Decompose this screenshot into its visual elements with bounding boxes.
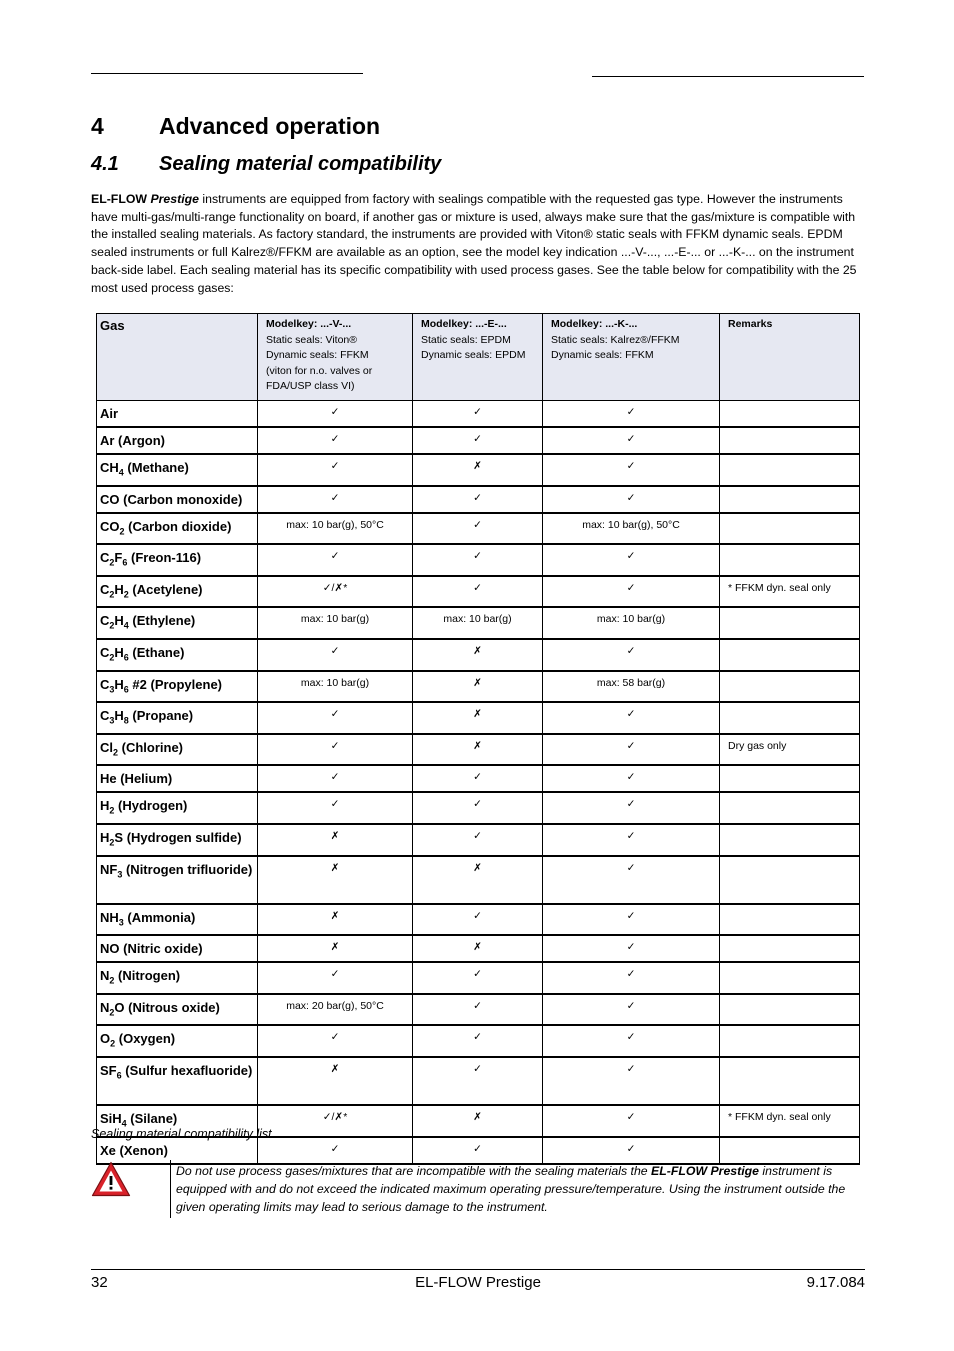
- compat-cell-v: ✗: [258, 1057, 413, 1105]
- gas-subscript: 6: [116, 1070, 122, 1081]
- gas-name-part: O (Nitrous oxide): [114, 999, 220, 1015]
- compat-cell-e: ✓: [413, 904, 543, 936]
- gas-name-part: C: [100, 708, 110, 724]
- compat-cell-e: ✗: [413, 454, 543, 486]
- compat-cell-k: ✓: [543, 994, 720, 1026]
- compat-cell-v: ✓: [258, 792, 413, 824]
- header-line: (viton for n.o. valves or FDA/USP class VI): [266, 364, 373, 392]
- compat-cell-v: ✓: [258, 1137, 413, 1164]
- gas-name-part: H: [114, 644, 124, 660]
- compat-cell-k: ✓: [543, 1105, 720, 1137]
- compat-cell-k: ✓: [543, 1025, 720, 1057]
- table-row: [97, 1057, 860, 1105]
- gas-cell: [97, 962, 258, 994]
- gas-name-part: C: [100, 676, 110, 692]
- compat-cell-k: ✓: [543, 824, 720, 856]
- header-line: Static seals: Kalrez®/FFKM: [551, 333, 680, 346]
- compat-cell-e: ✓: [413, 576, 543, 608]
- header-cell: [543, 314, 720, 401]
- remarks-cell: [720, 401, 860, 428]
- header-line: Dynamic seals: FFKM: [266, 349, 369, 361]
- compat-cell-k: ✓: [543, 935, 720, 962]
- compat-cell-e: ✓: [413, 792, 543, 824]
- compat-cell-v: ✓: [258, 1025, 413, 1057]
- compat-cell-v: ✓/✗*: [258, 1105, 413, 1137]
- compat-cell-e: ✗: [413, 702, 543, 734]
- remarks-cell: [720, 544, 860, 576]
- gas-cell: [97, 856, 258, 904]
- compat-cell-e: ✗: [413, 734, 543, 766]
- header-line: Dynamic seals: FFKM: [551, 349, 654, 361]
- table-row: [97, 734, 860, 766]
- compat-cell-k: ✓: [543, 576, 720, 608]
- gas-name-part: SiH: [100, 1110, 122, 1126]
- gas-name-part: Xe (Xenon): [100, 1142, 168, 1158]
- gas-subscript: 2: [123, 589, 129, 600]
- header-title: Modelkey: ...-E-...: [421, 318, 507, 330]
- compat-cell-v: ✗: [258, 904, 413, 936]
- gas-name-part: H: [114, 676, 124, 692]
- intro-paragraph: [91, 191, 867, 297]
- gas-cell: [97, 935, 258, 962]
- gas-name-part: NO (Nitric oxide): [100, 941, 203, 957]
- gas-name-part: NF: [100, 861, 118, 877]
- compat-cell-e: max: 10 bar(g): [413, 607, 543, 639]
- table-row: [97, 576, 860, 608]
- header-line: Dynamic seals: EPDM: [421, 349, 526, 361]
- table-row: [97, 671, 860, 703]
- table-row: [97, 962, 860, 994]
- gas-cell: [97, 607, 258, 639]
- header-line: Static seals: Viton®: [266, 333, 358, 346]
- gas-name-part: H: [114, 581, 124, 597]
- table-row: [97, 994, 860, 1026]
- table-row: [97, 765, 860, 792]
- gas-cell: [97, 1025, 258, 1057]
- header-rule-right: [592, 76, 864, 77]
- gas-subscript: 2: [119, 526, 125, 537]
- gas-name-part: (Oxygen): [115, 1031, 176, 1047]
- gas-name-part: C: [100, 613, 110, 629]
- gas-cell: [97, 486, 258, 513]
- gas-subscript: 6: [123, 652, 129, 663]
- compat-cell-k: ✓: [543, 856, 720, 904]
- compat-cell-e: ✓: [413, 962, 543, 994]
- table-body: [97, 401, 860, 1164]
- gas-name-part: #2 (Propylene): [128, 676, 223, 692]
- gas-cell: [97, 544, 258, 576]
- gas-cell: [97, 576, 258, 608]
- table-row: [97, 824, 860, 856]
- gas-cell: [97, 671, 258, 703]
- compat-cell-v: ✓: [258, 486, 413, 513]
- gas-name-part: H: [100, 798, 110, 814]
- gas-subscript: 3: [117, 869, 123, 880]
- gas-subscript: 3: [109, 715, 115, 726]
- gas-cell: [97, 702, 258, 734]
- gas-cell: [97, 513, 258, 545]
- gas-subscript: 6: [123, 684, 129, 695]
- gas-name-part: (Nitrogen): [114, 968, 181, 984]
- gas-name-part: (Nitrogen trifluoride): [122, 861, 253, 877]
- warning-text-after: instrument is equipped with and do not exceed the indicated maximum operating pressure/temperature. Using the instrument outside the given operating limits may lead to serious damage to the instrument.: [176, 1164, 846, 1214]
- warning-divider: [170, 1160, 171, 1218]
- compat-cell-e: ✓: [413, 1057, 543, 1105]
- compat-cell-v: ✓: [258, 454, 413, 486]
- table-caption: Sealing material compatibility list: [91, 1127, 272, 1141]
- compat-cell-k: ✓: [543, 639, 720, 671]
- gas-subscript: 2: [109, 1007, 115, 1018]
- remarks-cell: [720, 856, 860, 904]
- gas-subscript: 4: [118, 467, 124, 478]
- footer-rule: [91, 1269, 865, 1270]
- warning-text-before: Do not use process gases/mixtures that are incompatible with the sealing materials the: [176, 1164, 652, 1178]
- gas-name-part: He (Helium): [100, 771, 173, 787]
- remarks-cell: [720, 513, 860, 545]
- remarks-cell: [720, 824, 860, 856]
- header-rule-left: [91, 73, 363, 74]
- chapter-title: Advanced operation: [159, 113, 381, 139]
- header-title: Modelkey: ...-V-...: [266, 318, 352, 330]
- compat-cell-v: max: 10 bar(g): [258, 671, 413, 703]
- compat-cell-v: ✓: [258, 962, 413, 994]
- table-row: [97, 702, 860, 734]
- compat-cell-k: ✓: [543, 486, 720, 513]
- table-row: [97, 513, 860, 545]
- remarks-cell: * FFKM dyn. seal only: [720, 1105, 860, 1137]
- compat-cell-e: ✓: [413, 824, 543, 856]
- gas-cell: [97, 454, 258, 486]
- gas-subscript: 2: [109, 805, 115, 816]
- gas-subscript: 2: [113, 747, 119, 758]
- gas-name-part: (Propane): [128, 708, 194, 724]
- compat-cell-k: ✓: [543, 1137, 720, 1164]
- chapter-number: 4: [91, 113, 104, 139]
- remarks-cell: [720, 1025, 860, 1057]
- gas-name-part: H: [114, 708, 124, 724]
- gas-cell: [97, 904, 258, 936]
- gas-name-part: C: [100, 550, 110, 566]
- gas-name-part: CO: [100, 518, 120, 534]
- section-heading: [91, 153, 441, 176]
- gas-name-part: H: [100, 829, 110, 845]
- gas-subscript: 4: [123, 620, 129, 631]
- compat-cell-e: ✓: [413, 544, 543, 576]
- compat-cell-v: ✓: [258, 427, 413, 454]
- gas-subscript: 2: [109, 652, 115, 663]
- compat-cell-k: max: 10 bar(g), 50°C: [543, 513, 720, 545]
- compat-cell-k: ✓: [543, 765, 720, 792]
- gas-cell: [97, 639, 258, 671]
- header-title: Gas: [100, 318, 125, 333]
- intro-text: instruments are equipped from factory with sealings compatible with the requested gas type. However the instruments have multi-gas/multi-range functionality on board, if another gas or mixture is used, always make sure that the gas/mixture is compatible with the installed sealing materials. As factory standard, the instruments are provided with Viton® static seals with FFKM dynamic seals. EPDM sealed instruments or full Kalrez®/FFKM are available as an option, see the model key indication ...-V-..., ...-E-... or ...-K-... on the instrument back-side label. Each sealing material has its specific compatibility with used process gases. See the table below for compatibility with the 25 most used process gases:: [91, 192, 857, 295]
- gas-name-part: SF: [100, 1062, 117, 1078]
- remarks-cell: [720, 486, 860, 513]
- gas-subscript: 2: [109, 589, 115, 600]
- compat-cell-k: ✓: [543, 702, 720, 734]
- warning-text-bold: EL-FLOW Prestige: [651, 1164, 759, 1178]
- compat-cell-v: max: 10 bar(g), 50°C: [258, 513, 413, 545]
- compat-cell-e: ✓: [413, 486, 543, 513]
- compat-cell-e: ✓: [413, 427, 543, 454]
- gas-name-part: (Sulfur hexafluoride): [121, 1062, 253, 1078]
- footer-product: EL-FLOW Prestige: [415, 1274, 541, 1291]
- table-row: [97, 427, 860, 454]
- compat-cell-e: ✗: [413, 935, 543, 962]
- compat-cell-e: ✓: [413, 1025, 543, 1057]
- remarks-cell: [720, 765, 860, 792]
- table-row: [97, 401, 860, 428]
- gas-subscript: 2: [109, 620, 115, 631]
- compat-cell-k: ✓: [543, 401, 720, 428]
- compat-cell-e: ✓: [413, 1137, 543, 1164]
- gas-name-part: C: [100, 644, 110, 660]
- compat-cell-v: ✗: [258, 856, 413, 904]
- warning-triangle-icon: [91, 1161, 131, 1197]
- gas-name-part: (Ethylene): [128, 613, 196, 629]
- gas-subscript: 3: [118, 917, 124, 928]
- compat-cell-v: max: 10 bar(g): [258, 607, 413, 639]
- header-title: Modelkey: ...-K-...: [551, 318, 638, 330]
- gas-subscript: 8: [123, 715, 129, 726]
- gas-name-part: (Methane): [123, 460, 189, 475]
- gas-subscript: 6: [122, 557, 128, 568]
- compat-cell-v: ✗: [258, 824, 413, 856]
- gas-name-part: N: [100, 999, 110, 1015]
- compat-cell-v: ✓: [258, 401, 413, 428]
- gas-name-part: (Hydrogen): [114, 798, 188, 814]
- table-header: [97, 314, 860, 401]
- compat-cell-k: ✓: [543, 1057, 720, 1105]
- remarks-cell: [720, 607, 860, 639]
- gas-name-part: Cl: [100, 739, 113, 755]
- gas-subscript: 3: [109, 684, 115, 695]
- gas-name-part: (Freon-116): [127, 550, 202, 566]
- compat-cell-e: ✓: [413, 994, 543, 1026]
- table-row: [97, 607, 860, 639]
- gas-cell: [97, 1057, 258, 1105]
- gas-name-part: NH: [100, 909, 119, 925]
- remarks-cell: [720, 994, 860, 1026]
- table-row: [97, 639, 860, 671]
- gas-name-part: C: [100, 581, 110, 597]
- compat-cell-e: ✗: [413, 671, 543, 703]
- gas-name-part: S (Hydrogen sulfide): [114, 829, 242, 845]
- remarks-cell: [720, 427, 860, 454]
- remarks-cell: [720, 904, 860, 936]
- gas-name-part: N: [100, 968, 110, 984]
- gas-subscript: 4: [121, 1118, 127, 1129]
- table-row: [97, 1025, 860, 1057]
- compat-cell-v: ✓: [258, 734, 413, 766]
- compat-cell-v: max: 20 bar(g), 50°C: [258, 994, 413, 1026]
- compat-cell-k: max: 58 bar(g): [543, 671, 720, 703]
- table-row: [97, 454, 860, 486]
- table-row: [97, 904, 860, 936]
- gas-cell: [97, 427, 258, 454]
- remarks-cell: [720, 671, 860, 703]
- gas-subscript: 2: [109, 557, 115, 568]
- compat-cell-e: ✓: [413, 765, 543, 792]
- header-cell: [97, 314, 258, 401]
- gas-cell: [97, 824, 258, 856]
- gas-cell: [97, 401, 258, 428]
- header-title: Remarks: [728, 318, 773, 330]
- gas-name-part: F: [114, 550, 123, 566]
- table-row: [97, 792, 860, 824]
- intro-brand-italic: Prestige: [150, 192, 199, 206]
- gas-cell: [97, 994, 258, 1026]
- compat-cell-v: ✓: [258, 639, 413, 671]
- remarks-cell: Dry gas only: [720, 734, 860, 766]
- table-row: [97, 544, 860, 576]
- compat-cell-e: ✗: [413, 639, 543, 671]
- gas-name-part: (Ethane): [128, 644, 185, 660]
- gas-subscript: 2: [109, 837, 115, 848]
- warning-text: [176, 1163, 866, 1216]
- compat-cell-k: ✓: [543, 904, 720, 936]
- compat-cell-k: ✓: [543, 792, 720, 824]
- compat-cell-k: ✓: [543, 962, 720, 994]
- table-header-row: [97, 314, 860, 401]
- compat-cell-v: ✓: [258, 544, 413, 576]
- gas-cell: [97, 765, 258, 792]
- remarks-cell: [720, 639, 860, 671]
- compat-cell-k: ✓: [543, 734, 720, 766]
- gas-cell: [97, 734, 258, 766]
- remarks-cell: [720, 454, 860, 486]
- compat-cell-k: max: 10 bar(g): [543, 607, 720, 639]
- compat-cell-v: ✗: [258, 935, 413, 962]
- gas-name-part: Ar (Argon): [100, 433, 165, 448]
- gas-name-part: (Chlorine): [118, 739, 184, 755]
- section-number: 4.1: [91, 153, 119, 175]
- gas-subscript: 2: [109, 975, 115, 986]
- document-number: 9.17.084: [806, 1274, 865, 1291]
- compat-cell-e: ✓: [413, 513, 543, 545]
- compat-cell-k: ✓: [543, 454, 720, 486]
- gas-name-part: H: [114, 613, 124, 629]
- gas-name-part: CH: [100, 460, 119, 475]
- section-title: Sealing material compatibility: [159, 153, 442, 175]
- compat-cell-e: ✗: [413, 856, 543, 904]
- compat-cell-k: ✓: [543, 427, 720, 454]
- compat-cell-e: ✗: [413, 1105, 543, 1137]
- intro-brand: EL-FLOW: [91, 192, 148, 206]
- page-number: 32: [91, 1274, 108, 1291]
- gas-name-part: (Silane): [126, 1110, 178, 1126]
- gas-name-part: O: [100, 1031, 111, 1047]
- header-cell: [413, 314, 543, 401]
- remarks-cell: [720, 1057, 860, 1105]
- gas-name-part: (Ammonia): [123, 909, 196, 925]
- header-cell: [258, 314, 413, 401]
- compatibility-table: [96, 313, 860, 1165]
- table-row: [97, 935, 860, 962]
- header-cell: [720, 314, 860, 401]
- table-row: [97, 856, 860, 904]
- remarks-cell: [720, 1137, 860, 1164]
- header-line: Static seals: EPDM: [421, 333, 511, 346]
- gas-name-part: Air: [100, 406, 119, 421]
- remarks-cell: [720, 935, 860, 962]
- chapter-heading: [91, 113, 380, 140]
- compat-cell-v: ✓/✗*: [258, 576, 413, 608]
- compat-cell-k: ✓: [543, 544, 720, 576]
- remarks-cell: [720, 792, 860, 824]
- gas-name-part: CO (Carbon monoxide): [100, 491, 243, 507]
- gas-subscript: 2: [110, 1038, 116, 1049]
- remarks-cell: * FFKM dyn. seal only: [720, 576, 860, 608]
- table-row: [97, 486, 860, 513]
- compat-cell-v: ✓: [258, 765, 413, 792]
- gas-name-part: (Acetylene): [128, 581, 203, 597]
- compat-cell-v: ✓: [258, 702, 413, 734]
- remarks-cell: [720, 702, 860, 734]
- remarks-cell: [720, 962, 860, 994]
- gas-name-part: (Carbon dioxide): [124, 518, 232, 534]
- gas-cell: [97, 792, 258, 824]
- compat-cell-e: ✓: [413, 401, 543, 428]
